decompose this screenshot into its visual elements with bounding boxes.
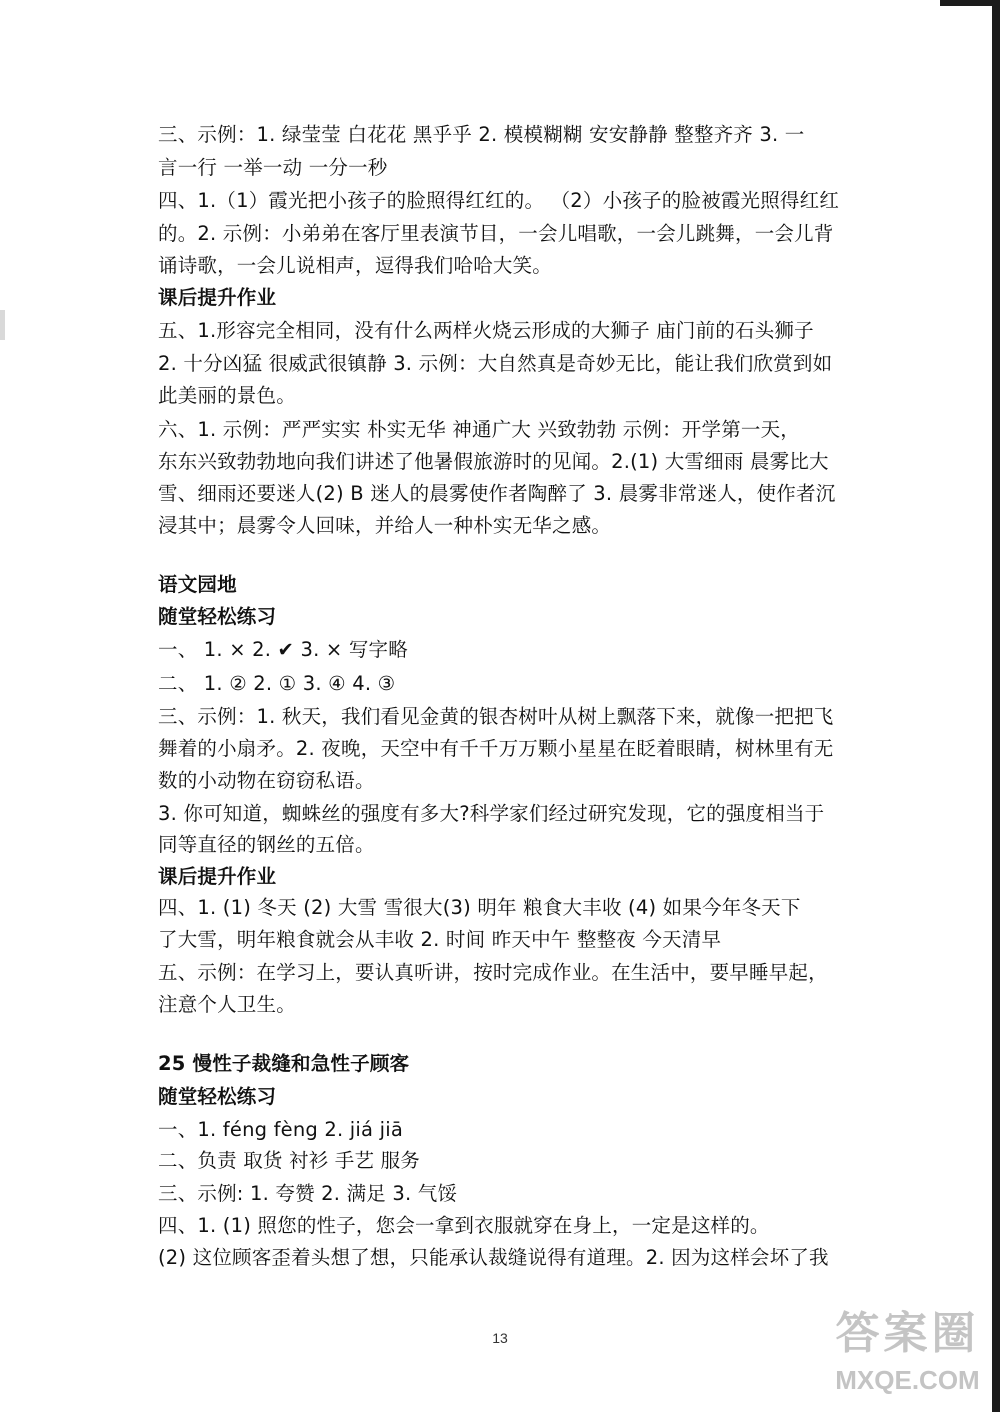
text-line: 言一行 一举一动 一分一秒 — [158, 156, 388, 179]
scan-edge-mark — [0, 310, 5, 340]
text-line: 三、示例：1. 绿莹莹 白花花 黑乎乎 2. 模模糊糊 安安静静 整整齐齐 3. 一 — [158, 123, 805, 146]
watermark-logo-text: 答案圈 — [835, 1309, 980, 1358]
page-number: 13 — [492, 1330, 508, 1346]
scan-border-top — [940, 0, 1000, 6]
text-line: (2) 这位顾客歪着头想了想，只能承认裁缝说得有道理。2. 因为这样会坏了我 — [158, 1246, 829, 1269]
section-heading: 随堂轻松练习 — [158, 605, 277, 628]
section-heading: 课后提升作业 — [158, 286, 277, 309]
text-line: 六、1. 示例：严严实实 朴实无华 神通广大 兴致勃勃 示例：开学第一天， — [158, 418, 800, 441]
text-line: 三、示例：1. 秋天，我们看见金黄的银杏树叶从树上飘落下来，就像一把把飞 — [158, 705, 834, 728]
text-line: 的。2. 示例：小弟弟在客厅里表演节目，一会儿唱歌，一会儿跳舞，一会儿背 — [158, 222, 834, 245]
text-line: 一、1. féng fèng 2. jiá jiā — [158, 1118, 403, 1141]
lesson-title: 25 慢性子裁缝和急性子顾客 — [158, 1052, 410, 1075]
section-heading: 随堂轻松练习 — [158, 1085, 277, 1108]
text-line: 雪、细雨还要迷人(2) B 迷人的晨雾使作者陶醉了 3. 晨雾非常迷人，使作者沉 — [158, 482, 836, 505]
text-line: 四、1. (1) 照您的性子，您会一拿到衣服就穿在身上，一定是这样的。 — [158, 1214, 770, 1237]
text-line: 3. 你可知道，蜘蛛丝的强度有多大?科学家们经过研究发现，它的强度相当于 — [158, 802, 825, 825]
watermark-domain: MXQE.COM — [835, 1365, 980, 1395]
section-title: 语文园地 — [158, 573, 237, 596]
text-line: 一、 1. × 2. ✔ 3. × 写字略 — [158, 638, 408, 661]
scan-border-right — [992, 0, 1000, 1412]
text-line: 二、 1. ② 2. ① 3. ④ 4. ③ — [158, 672, 396, 695]
text-line: 四、1.（1）霞光把小孩子的脸照得红红的。 （2）小孩子的脸被霞光照得红红 — [158, 189, 840, 212]
text-line: 舞着的小扇矛。2. 夜晚，天空中有千千万万颗小星星在眨着眼睛，树林里有无 — [158, 737, 834, 760]
text-line: 四、1. (1) 冬天 (2) 大雪 雪很大(3) 明年 粮食大丰收 (4) 如果今年冬天下 — [158, 896, 801, 919]
text-line: 数的小动物在窃窃私语。 — [158, 769, 375, 792]
text-line: 五、1.形容完全相同，没有什么两样火烧云形成的大狮子 庙门前的石头狮子 — [158, 319, 814, 342]
text-line: 五、示例：在学习上，要认真听讲，按时完成作业。在生活中，要早睡早起， — [158, 961, 828, 984]
section-heading: 课后提升作业 — [158, 865, 277, 888]
watermark-logo — [820, 1305, 995, 1405]
text-line: 浸其中；晨雾令人回味，并给人一种朴实无华之感。 — [158, 514, 612, 537]
text-line: 二、负责 取货 衬衫 手艺 服务 — [158, 1149, 420, 1172]
text-line: 诵诗歌，一会儿说相声，逗得我们哈哈大笑。 — [158, 254, 553, 277]
text-line: 2. 十分凶猛 很威武很镇静 3. 示例：大自然真是奇妙无比，能让我们欣赏到如 — [158, 352, 833, 375]
text-line: 注意个人卫生。 — [158, 993, 296, 1016]
text-line: 了大雪，明年粮食就会从丰收 2. 时间 昨天中午 整整夜 今天清早 — [158, 928, 722, 951]
text-line: 同等直径的钢丝的五倍。 — [158, 833, 375, 856]
text-line: 三、示例: 1. 夸赞 2. 满足 3. 气馁 — [158, 1182, 458, 1205]
text-line: 东东兴致勃勃地向我们讲述了他暑假旅游时的见闻。2.(1) 大雪细雨 晨雾比大 — [158, 450, 829, 473]
text-line: 此美丽的景色。 — [158, 384, 296, 407]
